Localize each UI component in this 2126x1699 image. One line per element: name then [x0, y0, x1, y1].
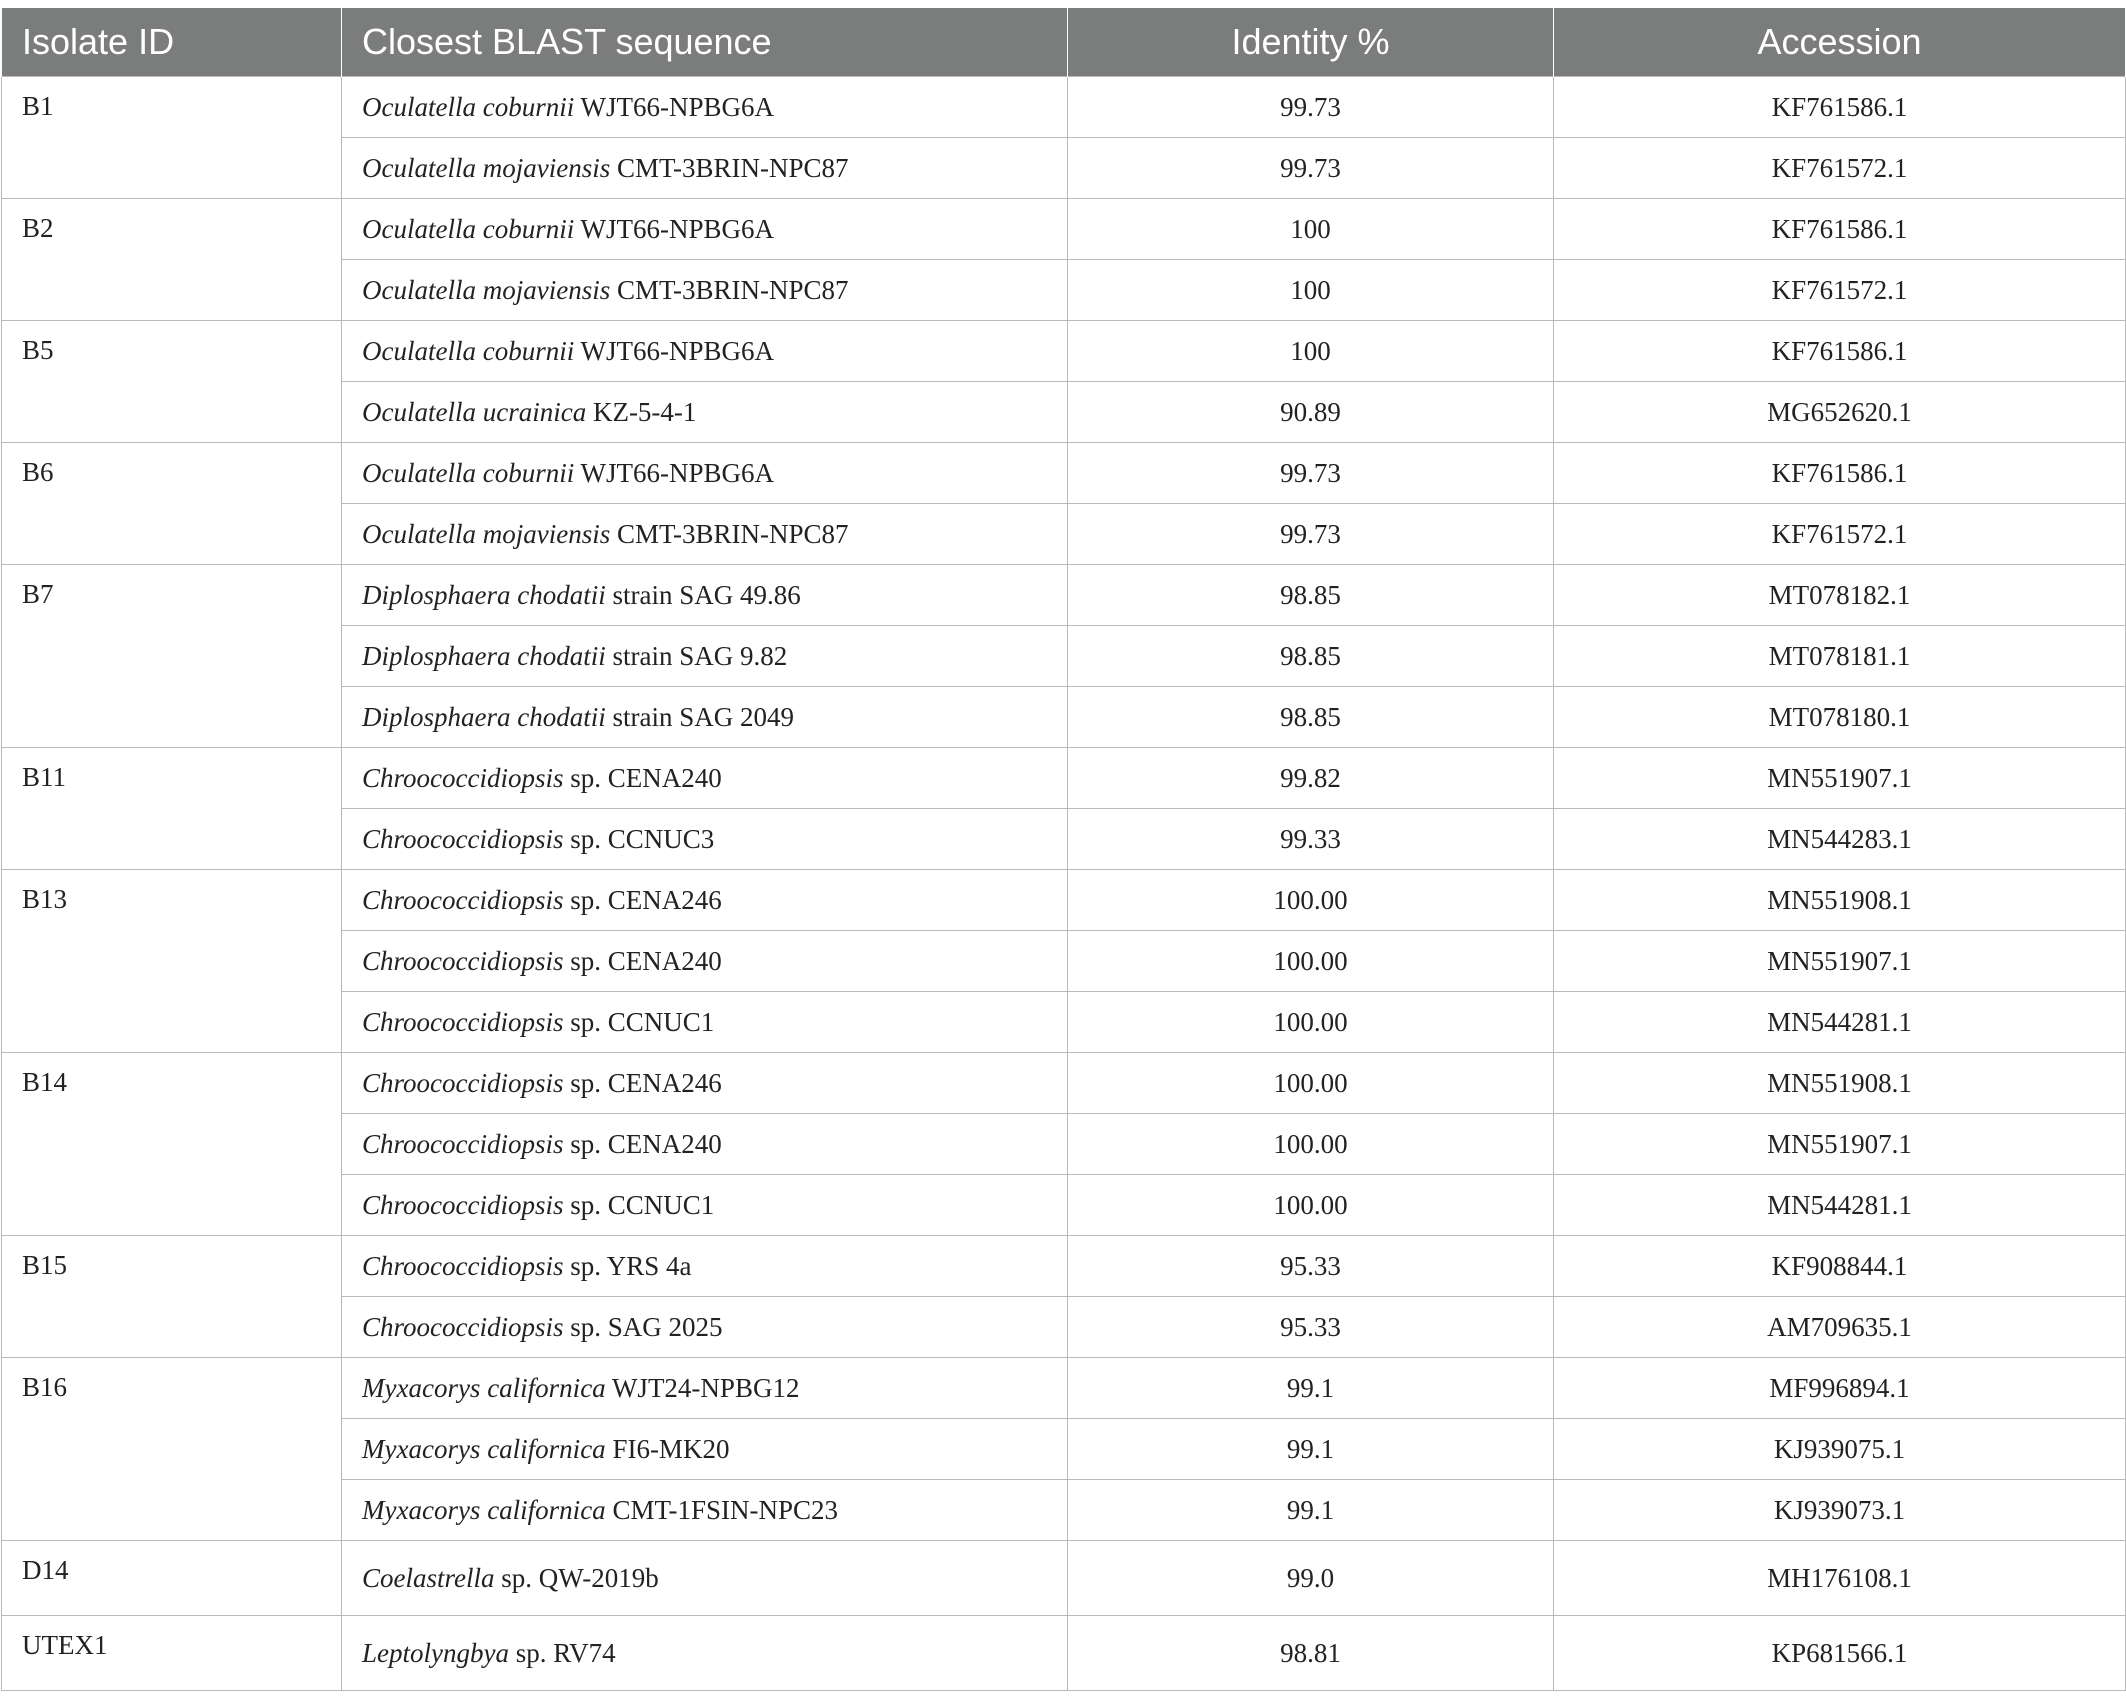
- identity-cell: 100.00: [1068, 992, 1554, 1053]
- accession-cell: MN544283.1: [1554, 809, 2126, 870]
- accession-cell: KF761572.1: [1554, 260, 2126, 321]
- table-row: [2, 1053, 2126, 1114]
- blast-sequence-cell: [342, 77, 1068, 138]
- strain-name: strain SAG 49.86: [605, 579, 801, 610]
- identity-cell: 99.33: [1068, 809, 1554, 870]
- blast-sequence-cell: [342, 1236, 1068, 1297]
- species-name: Diplosphaera chodatii: [362, 640, 606, 671]
- identity-cell: 98.81: [1068, 1616, 1554, 1691]
- identity-cell: 98.85: [1068, 626, 1554, 687]
- identity-cell: 100: [1068, 260, 1554, 321]
- strain-name: KZ-5-4-1: [586, 396, 697, 427]
- identity-cell: 99.73: [1068, 504, 1554, 565]
- accession-cell: MN551908.1: [1554, 870, 2126, 931]
- species-name: Chroococcidiopsis: [362, 762, 564, 793]
- species-name: Chroococcidiopsis: [362, 823, 564, 854]
- accession-cell: KF761572.1: [1554, 138, 2126, 199]
- identity-cell: 100.00: [1068, 1175, 1554, 1236]
- blast-sequence-cell: [342, 626, 1068, 687]
- identity-cell: 100: [1068, 321, 1554, 382]
- table-row: [2, 870, 2126, 931]
- identity-cell: 99.82: [1068, 748, 1554, 809]
- isolate-id-cell: B1: [2, 77, 342, 199]
- identity-cell: 99.0: [1068, 1541, 1554, 1616]
- strain-name: sp. CENA246: [563, 1067, 722, 1098]
- table-row: [2, 1358, 2126, 1419]
- strain-name: sp. CCNUC3: [563, 823, 715, 854]
- blast-sequence-cell: [342, 1297, 1068, 1358]
- accession-cell: MN551908.1: [1554, 1053, 2126, 1114]
- accession-cell: AM709635.1: [1554, 1297, 2126, 1358]
- identity-cell: 100.00: [1068, 1114, 1554, 1175]
- species-name: Oculatella mojaviensis: [362, 518, 611, 549]
- blast-sequence-cell: [342, 565, 1068, 626]
- strain-name: sp. CCNUC1: [563, 1189, 715, 1220]
- identity-cell: 95.33: [1068, 1297, 1554, 1358]
- strain-name: sp. CENA240: [563, 762, 722, 793]
- identity-cell: 99.73: [1068, 443, 1554, 504]
- blast-sequence-cell: [342, 748, 1068, 809]
- accession-cell: MT078182.1: [1554, 565, 2126, 626]
- accession-cell: KJ939075.1: [1554, 1419, 2126, 1480]
- identity-cell: 99.1: [1068, 1358, 1554, 1419]
- species-name: Coelastrella: [362, 1562, 495, 1593]
- header-isolate-id: Isolate ID: [2, 8, 342, 77]
- header-closest-blast-sequence: Closest BLAST sequence: [342, 8, 1068, 77]
- identity-cell: 100.00: [1068, 931, 1554, 992]
- blast-sequence-cell: [342, 260, 1068, 321]
- table-row: [2, 321, 2126, 382]
- accession-cell: KP681566.1: [1554, 1616, 2126, 1691]
- accession-cell: KF761572.1: [1554, 504, 2126, 565]
- accession-cell: KJ939073.1: [1554, 1480, 2126, 1541]
- species-name: Oculatella mojaviensis: [362, 152, 611, 183]
- species-name: Chroococcidiopsis: [362, 1128, 564, 1159]
- strain-name: sp. CENA240: [563, 1128, 722, 1159]
- blast-sequence-cell: [342, 1541, 1068, 1616]
- strain-name: sp. QW-2019b: [494, 1562, 659, 1593]
- header-row: [2, 8, 2126, 77]
- isolate-id-cell: B16: [2, 1358, 342, 1541]
- accession-cell: KF761586.1: [1554, 321, 2126, 382]
- blast-sequence-cell: [342, 1480, 1068, 1541]
- strain-name: CMT-3BRIN-NPC87: [610, 152, 849, 183]
- species-name: Chroococcidiopsis: [362, 1311, 564, 1342]
- species-name: Myxacorys californica: [362, 1494, 606, 1525]
- strain-name: sp. YRS 4a: [563, 1250, 692, 1281]
- table-row: [2, 565, 2126, 626]
- table-body: [2, 77, 2126, 1691]
- blast-sequence-cell: [342, 1358, 1068, 1419]
- accession-cell: MH176108.1: [1554, 1541, 2126, 1616]
- header-identity: Identity %: [1068, 8, 1554, 77]
- species-name: Chroococcidiopsis: [362, 1189, 564, 1220]
- blast-sequence-cell: [342, 443, 1068, 504]
- blast-sequence-cell: [342, 382, 1068, 443]
- identity-cell: 99.1: [1068, 1480, 1554, 1541]
- strain-name: sp. CENA246: [563, 884, 722, 915]
- identity-cell: 100.00: [1068, 1053, 1554, 1114]
- species-name: Oculatella mojaviensis: [362, 274, 611, 305]
- species-name: Diplosphaera chodatii: [362, 579, 606, 610]
- isolate-id-cell: D14: [2, 1541, 342, 1616]
- strain-name: sp. RV74: [508, 1637, 616, 1668]
- isolate-id-cell: B5: [2, 321, 342, 443]
- isolate-id-cell: B7: [2, 565, 342, 748]
- species-name: Oculatella coburnii: [362, 213, 575, 244]
- accession-cell: MN544281.1: [1554, 1175, 2126, 1236]
- blast-sequence-cell: [342, 992, 1068, 1053]
- blast-sequence-cell: [342, 1419, 1068, 1480]
- table-row: [2, 443, 2126, 504]
- header-accession: Accession: [1554, 8, 2126, 77]
- strain-name: sp. CCNUC1: [563, 1006, 715, 1037]
- accession-cell: MN551907.1: [1554, 748, 2126, 809]
- species-name: Oculatella coburnii: [362, 457, 575, 488]
- strain-name: WJT66-NPBG6A: [574, 213, 774, 244]
- accession-cell: KF761586.1: [1554, 199, 2126, 260]
- isolate-id-cell: B14: [2, 1053, 342, 1236]
- strain-name: sp. CENA240: [563, 945, 722, 976]
- table-row: [2, 1616, 2126, 1691]
- identity-cell: 95.33: [1068, 1236, 1554, 1297]
- species-name: Myxacorys californica: [362, 1433, 606, 1464]
- blast-sequence-cell: [342, 931, 1068, 992]
- blast-sequence-cell: [342, 870, 1068, 931]
- strain-name: WJT66-NPBG6A: [574, 335, 774, 366]
- species-name: Oculatella coburnii: [362, 335, 575, 366]
- accession-cell: KF761586.1: [1554, 443, 2126, 504]
- blast-sequence-cell: [342, 1053, 1068, 1114]
- strain-name: CMT-3BRIN-NPC87: [610, 518, 849, 549]
- table-row: [2, 199, 2126, 260]
- accession-cell: MT078180.1: [1554, 687, 2126, 748]
- table-row: [2, 77, 2126, 138]
- identity-cell: 100: [1068, 199, 1554, 260]
- species-name: Diplosphaera chodatii: [362, 701, 606, 732]
- accession-cell: MF996894.1: [1554, 1358, 2126, 1419]
- identity-cell: 98.85: [1068, 565, 1554, 626]
- accession-cell: MN551907.1: [1554, 1114, 2126, 1175]
- accession-cell: MN551907.1: [1554, 931, 2126, 992]
- blast-sequence-cell: [342, 138, 1068, 199]
- table-row: [2, 1236, 2126, 1297]
- species-name: Chroococcidiopsis: [362, 884, 564, 915]
- species-name: Chroococcidiopsis: [362, 1067, 564, 1098]
- blast-results-table: [1, 8, 2126, 1691]
- accession-cell: MG652620.1: [1554, 382, 2126, 443]
- strain-name: CMT-1FSIN-NPC23: [605, 1494, 838, 1525]
- identity-cell: 90.89: [1068, 382, 1554, 443]
- species-name: Chroococcidiopsis: [362, 1006, 564, 1037]
- accession-cell: MT078181.1: [1554, 626, 2126, 687]
- blast-sequence-cell: [342, 504, 1068, 565]
- blast-sequence-cell: [342, 321, 1068, 382]
- blast-sequence-cell: [342, 1616, 1068, 1691]
- species-name: Leptolyngbya: [362, 1637, 509, 1668]
- accession-cell: MN544281.1: [1554, 992, 2126, 1053]
- blast-sequence-cell: [342, 1114, 1068, 1175]
- table-header: [2, 8, 2126, 77]
- identity-cell: 99.73: [1068, 138, 1554, 199]
- species-name: Chroococcidiopsis: [362, 1250, 564, 1281]
- strain-name: WJT66-NPBG6A: [574, 91, 774, 122]
- species-name: Oculatella ucrainica: [362, 396, 587, 427]
- isolate-id-cell: B15: [2, 1236, 342, 1358]
- isolate-id-cell: B11: [2, 748, 342, 870]
- table-row: [2, 748, 2126, 809]
- strain-name: CMT-3BRIN-NPC87: [610, 274, 849, 305]
- accession-cell: KF908844.1: [1554, 1236, 2126, 1297]
- strain-name: sp. SAG 2025: [563, 1311, 723, 1342]
- blast-sequence-cell: [342, 687, 1068, 748]
- blast-sequence-cell: [342, 809, 1068, 870]
- strain-name: strain SAG 2049: [605, 701, 794, 732]
- isolate-id-cell: B13: [2, 870, 342, 1053]
- species-name: Oculatella coburnii: [362, 91, 575, 122]
- isolate-id-cell: B2: [2, 199, 342, 321]
- table-row: [2, 1541, 2126, 1616]
- blast-sequence-cell: [342, 1175, 1068, 1236]
- identity-cell: 99.1: [1068, 1419, 1554, 1480]
- identity-cell: 99.73: [1068, 77, 1554, 138]
- strain-name: FI6-MK20: [605, 1433, 730, 1464]
- strain-name: strain SAG 9.82: [605, 640, 788, 671]
- isolate-id-cell: UTEX1: [2, 1616, 342, 1691]
- species-name: Myxacorys californica: [362, 1372, 606, 1403]
- blast-sequence-cell: [342, 199, 1068, 260]
- species-name: Chroococcidiopsis: [362, 945, 564, 976]
- identity-cell: 100.00: [1068, 870, 1554, 931]
- strain-name: WJT66-NPBG6A: [574, 457, 774, 488]
- isolate-id-cell: B6: [2, 443, 342, 565]
- accession-cell: KF761586.1: [1554, 77, 2126, 138]
- identity-cell: 98.85: [1068, 687, 1554, 748]
- strain-name: WJT24-NPBG12: [605, 1372, 800, 1403]
